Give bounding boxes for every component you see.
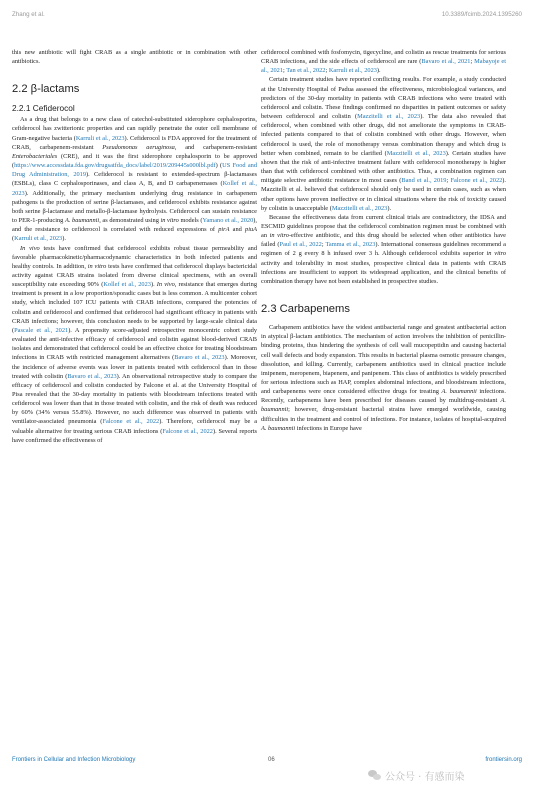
right-paragraph-3 <box>261 323 506 433</box>
text-run: ). Cefiderocol is FDA approved for the treatment of CRAB, carbapenem-resistant <box>12 134 258 151</box>
text-run: infections. Recently, carbapenems have been prescribed for diseases caused by multidrug-resistant <box>261 388 506 405</box>
section-heading-carbapenems: 2.3 Carbapenems <box>261 303 350 316</box>
citation-link[interactable]: Kollef et al., 2023 <box>103 281 151 289</box>
subsection-heading-cefiderocol: 2.2.1 Cefiderocol <box>12 103 75 114</box>
text-run: infections in Europe have <box>295 424 362 432</box>
text-run: -effective antibiotic, and this drug should be selected when other antibiotics have failed ( <box>261 232 506 249</box>
italic-term: In vivo <box>156 281 175 289</box>
text-run: models ( <box>178 217 203 225</box>
right-paragraph-2 <box>261 213 506 286</box>
page-footer <box>12 757 522 767</box>
text-run: ). The data also revealed that cefiderocol, when combined with other drugs, did not ameliorate the symptoms in CRAB-infected patients compared to that of colistin combined with other drugs. However, when cefiderocol is used, the role of monotherapy versus combination therapy and which drug is better when combined, remain to be clarified ( <box>261 113 506 157</box>
text-run: ; <box>470 58 475 66</box>
right-paragraph-1 <box>261 75 506 212</box>
citation-link[interactable]: Mazzitelli et al., 2023 <box>331 204 388 212</box>
watermark <box>368 768 465 783</box>
text-run: ). <box>150 281 157 289</box>
left-paragraph-2 <box>12 244 257 445</box>
italic-term: in vitro <box>486 250 506 258</box>
text-run: (CRE), and it was the first siderophore cephalosporin to be approved ( <box>12 152 257 170</box>
citation-link[interactable]: Mazzitelli et al., 2023 <box>386 149 446 157</box>
running-header <box>12 11 522 21</box>
text-run: ) ( <box>215 162 223 170</box>
italic-term: A. baumannii <box>64 217 100 225</box>
citation-link[interactable]: Falcone et al., 2022 <box>162 427 213 435</box>
text-run: ), and the resistance to cefiderocol is correlated with reduced expressions of <box>12 217 257 234</box>
italic-term: in vitro <box>87 262 107 270</box>
text-run: and <box>229 226 246 234</box>
watermark-text: 公众号 · 有感而染 <box>385 772 465 783</box>
text-run: ). Mazzitelli et al. believed that cefiderocol should only be used in certain cases, such as when other options have proven ineffective or in clinical situations where the risk of toxicity caused by colistin is unacceptable ( <box>261 177 506 212</box>
text-run: , resistance that emerges during treatment is present in a low proportion/sporadic cases but is less common. A multicenter cohort study, which included 107 ICU patients with CRAB infections, compared the potencies of colistin and cefiderocol and confirmed that cefiderocol had significant efficacy in patients with CRAB infections; however, this conclusion needs to be supported by large-scale clinical data ( <box>12 281 257 334</box>
left-paragraph-1 <box>12 115 257 243</box>
italic-term: A. baumannii <box>441 388 477 396</box>
italic-term: A. baumannii <box>261 424 296 432</box>
italic-term: in vitro <box>269 232 289 240</box>
right-column <box>261 48 506 433</box>
text-run: activity and tolerability in most studies, prospective clinical data in patients with CRAB infections are insufficient to support its widespread application, and the clinical benefits of combination therapy have not been established in prospective studies. <box>261 259 506 285</box>
text-run: ). International consensus guidelines recommend a regimen of 2 g every 8 h infused over 3 h. Although cefiderocol exhibits superior <box>261 241 506 258</box>
citation-link[interactable]: Karruli et al., 2023 <box>14 235 63 243</box>
citation-link[interactable]: US Food and Drug Administration, 2019 <box>12 162 258 179</box>
wechat-icon <box>368 770 382 781</box>
left-column <box>12 48 257 445</box>
citation-link[interactable]: Mazzitelli et al., 2023 <box>357 113 421 121</box>
right-paragraph-0 <box>261 48 506 75</box>
footer-journal: Frontiers in Cellular and Infection Microbiology <box>12 757 136 763</box>
text-run: ). <box>376 67 381 75</box>
italic-term: in vitro <box>160 217 179 225</box>
citation-link[interactable]: Tamma et al., 2023 <box>325 241 376 249</box>
citation-link[interactable]: Tan et al., 2022 <box>286 67 326 75</box>
italic-term: piuA <box>245 226 257 234</box>
text-run: ; <box>321 241 326 249</box>
header-authors: Zhang et al. <box>12 11 45 18</box>
text-run: ). An observational retrospective study to compare the efficacy of cefiderocol and colistin conducted by Falcone et al. at the University Hospital of Pisa revealed that the 30-day mortality in patients with bloodstream infections treated with cefiderocol was lower than that in those treated with colistin, and the risk of death was reduced by 60% (34% versus 55.8%). However, no such difference was observed in patients with ventilator-associated pneumonia ( <box>12 372 257 426</box>
text-run: As a drug that belongs to a new class of catechol-substituted siderophore cephalosporins, cefiderocol has zwitterionic properties and can rapidly penetrate the outer cell membrane of Gram-negative bacteria ( <box>12 116 257 142</box>
text-run: ; <box>325 67 329 75</box>
text-run: tests have confirmed that cefiderocol displays bactericidal activity against CRAB strains isolated from diverse clinical specimens, with an overall susceptibility rate exceeding 90% ( <box>12 262 257 289</box>
text-run: ; however, drug-resistant bacterial strains have emerged worldwide, causing difficulties in the treatment and control of infections. For instance, isolates of hospital-acquired <box>261 406 506 423</box>
citation-link[interactable]: Pascale et al., 2021 <box>14 326 69 334</box>
citation-link[interactable]: Bavaro et al., 2023 <box>174 354 225 362</box>
italic-term: In vivo <box>20 244 40 252</box>
text-run: ( <box>12 235 15 243</box>
text-run: cefiderocol combined with fosfomycin, tigecycline, and colistin as rescue treatments for serious CRAB infections, and the side effects of cefiderocol are rare ( <box>261 49 506 66</box>
citation-link[interactable]: Kollef et al., 2023 <box>12 180 257 197</box>
text-run: ). Cefiderocol is resistant to extended-spectrum β-lactamases (ESBLs), class C cephalosporinases, and class A, B, and D carbapenemases ( <box>12 171 258 188</box>
text-run: ). A propensity score-adjusted retrospective monocentric cohort study evaluated the anti-infective efficacy of cefiderocol and colistin against blood-derived CRAB isolates and demonstrated that cefiderocol could be an effective choice for treating bloodstream infections in CRAB with restricted management alternatives ( <box>12 326 257 362</box>
text-run: Certain treatment studies have reported conflicting results. For example, a study conducted at the University Hospital of Padua assessed the effectiveness, microbiological variances, and predictors of the 30-day mortality in patients with CRAB infections who were treated with cefiderocol and colistin. These findings confirmed no disparities in patient outcomes or safety between cefiderocol and colistin ( <box>261 76 506 121</box>
citation-link[interactable]: Bavaro et al., 2023 <box>67 372 117 380</box>
text-run: ). <box>387 204 392 212</box>
italic-term: Pseudomonas aeruginosa <box>102 143 175 151</box>
text-run: Carbapenem antibiotics have the widest antibacterial range and greatest antibacterial action in atypical β-lactam antibiotics. The mechanism of action involves the inhibition of penicillin-binding proteins, thus hindering the synthesis of cell wall mucopeptidin and causing bacterial cell wall defects and body expansion. This results in bacterial plasma osmotic pressure changes, dissolution, and killing. Currently, carbapenem antibiotics used in clinical practice include imipenem, meropenem, biapenem, and panipenem. This class of antibiotics is widely prescribed for serious infections such as HAP, complex abdominal infections, and bloodstream infections, and carbapenems were once considered effective drugs for treating <box>261 324 506 396</box>
italic-term: pirA <box>218 226 230 234</box>
citation-link[interactable]: Karruli et al., 2023 <box>75 134 125 142</box>
citation-link[interactable]: Bavaro et al., 2021 <box>421 58 471 66</box>
text-run: tests have confirmed that cefiderocol exhibits robust tissue permeability and favorable pharmacokinetic/pharmacodynamic characteristics in both infected patients and healthy controls. In addition, <box>12 244 257 270</box>
text-run: ; <box>446 177 451 185</box>
text-run: ). Several reports have confirmed the effectiveness of <box>12 427 257 444</box>
text-run: ). Certain studies have shown that the risk of anti-infective treatment failure with cefiderocol monotherapy is higher than that with cefiderocol combined with other antibiotics. Thus, a combination regimen can mitigate selective antibiotic resistance in most cases ( <box>261 149 506 185</box>
text-run: ). Additionally, the primary mechanism underlying drug resistance in carbapenem pathogens is the production of serine β-lactamases, and cefiderocol exhibits resistance against both serine β-lactamase and metallo-β-lactamase hydrolysis. Cefiderocol can sustain resistance to PER-1-producing <box>12 189 257 225</box>
page-number: 06 <box>268 757 275 763</box>
citation-link[interactable]: Band et al., 2019 <box>401 177 447 185</box>
left-paragraph-0: this new antibiotic will fight CRAB as a single antibiotic or in combination with other antibiotics. <box>12 49 257 66</box>
citation-link[interactable]: Yamano et al., 2020 <box>202 217 254 225</box>
citation-link[interactable]: Falcone et al., 2022 <box>102 418 160 426</box>
text-run: ). <box>62 235 66 243</box>
citation-link[interactable]: Falcone et al., 2022 <box>450 177 503 185</box>
text-run: , as demonstrated using <box>99 217 161 225</box>
text-run: ). Therefore, cefiderocol may be a valuable alternative for treating serious CRAB infections ( <box>12 418 258 435</box>
text-run: ; <box>283 67 287 75</box>
footer-site-link[interactable]: frontiersin.org <box>485 757 522 763</box>
text-run: , and carbapenem-resistant <box>174 143 258 151</box>
citation-link[interactable]: Karruli et al., 2023 <box>328 67 377 75</box>
section-heading-beta-lactams: 2.2 β-lactams <box>12 83 80 96</box>
text-run: ). Moreover, the incidence of adverse events was lower in patients treated with cefiderocol than in those treated with colistin ( <box>12 354 257 380</box>
citation-link[interactable]: Mabayoje et al., 2021 <box>261 58 506 75</box>
citation-link[interactable]: Paul et al., 2022 <box>279 241 322 249</box>
italic-term: A. baumannii <box>261 397 506 414</box>
text-run: Because the effectiveness data from current clinical trials are contradictory, the IDSA and ESCMID guidelines propose that the cefiderocol combination regimen must be combined with an <box>261 213 506 240</box>
italic-term: Enterobacteriales <box>12 152 58 160</box>
header-doi: 10.3389/fcimb.2024.1395260 <box>441 11 522 18</box>
citation-link[interactable]: https://www.accessdata.fda.gov/drugsatfda_docs/label/2019/209445s000lbl.pdf <box>14 162 216 170</box>
